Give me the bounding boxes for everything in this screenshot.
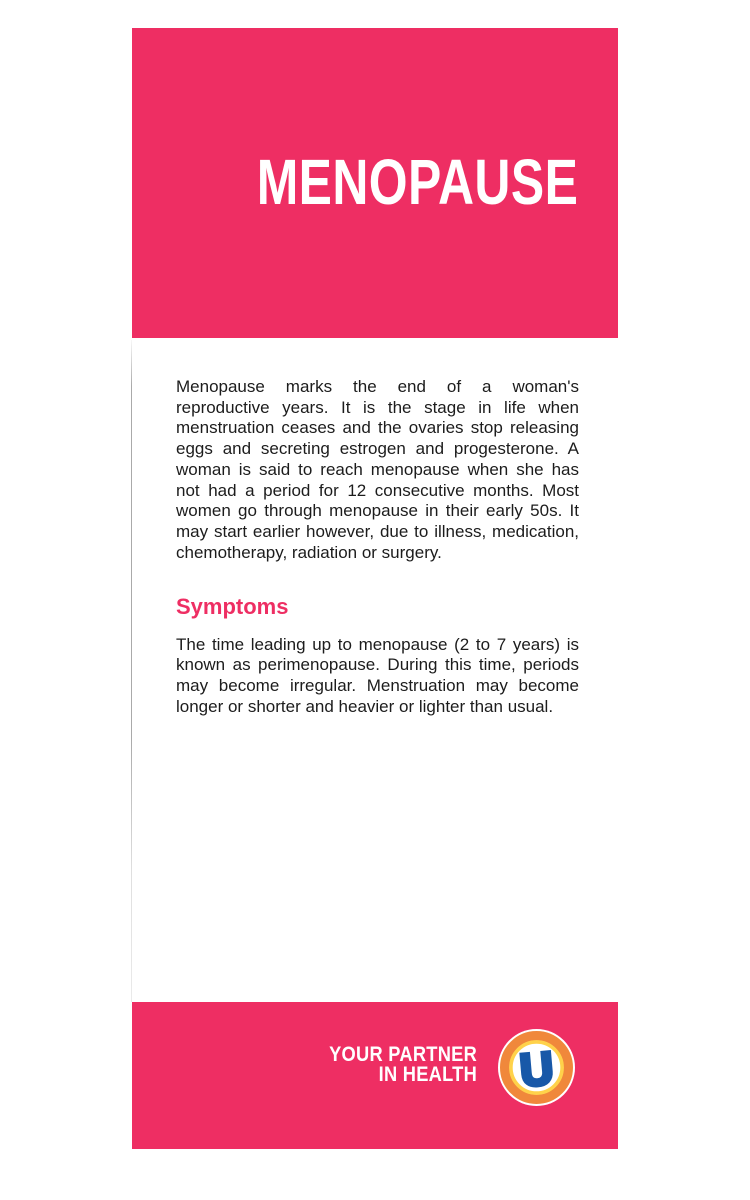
top-banner (132, 28, 618, 338)
tagline-line-2: IN HEALTH (378, 1063, 477, 1086)
symptoms-paragraph: The time leading up to menopause (2 to 7 years) is known as perimenopause. During this time, periods may become irregular. Menstruation may become longer or shorter and heavier or lighter than usual. (176, 634, 579, 716)
symptoms-heading: Symptoms (176, 594, 289, 620)
tagline (329, 1045, 477, 1085)
intro-paragraph: Menopause marks the end of a woman's reproductive years. It is the stage in life when menstruation ceases and the ovaries stop releasing eggs and secreting estrogen and progesterone. A woman is said to reach menopause when she has not had a period for 12 consecutive months. Most women go through menopause in their early 50s. It may start earlier however, due to illness, medication, chemotherapy, radiation or surgery. (176, 377, 579, 562)
unilab-logo (498, 1029, 575, 1106)
tagline-line-1: YOUR PARTNER (329, 1043, 477, 1066)
content-area (176, 377, 579, 718)
unilab-u-icon (498, 1029, 575, 1106)
footer-banner (132, 1002, 618, 1149)
pamphlet-title: MENOPAUSE (256, 146, 578, 218)
logo-letter-u: U (517, 1041, 556, 1097)
page-fold-edge (131, 340, 132, 1002)
